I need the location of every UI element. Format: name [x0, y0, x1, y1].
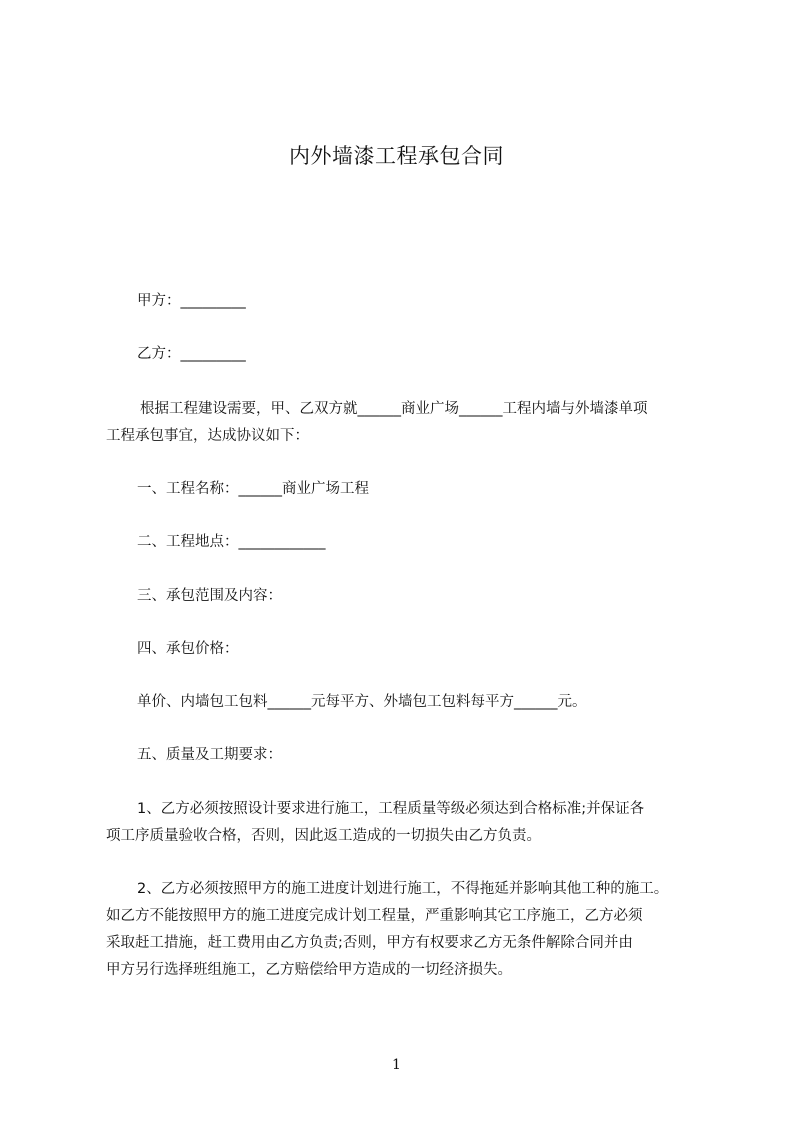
clause-2-line-1: 2、乙方必须按照甲方的施工进度计划进行施工，不得拖延并影响其他工种的施工。: [137, 881, 669, 897]
section-contract-price: 四、承包价格：: [137, 641, 239, 657]
party-b-line: 乙方：_________: [137, 346, 246, 362]
section-project-location: 二、工程地点：____________: [137, 534, 326, 550]
clause-2-line-4: 甲方另行选择班组施工，乙方赔偿给甲方造成的一切经济损失。: [106, 962, 512, 978]
clause-1-line-1: 1、乙方必须按照设计要求进行施工，工程质量等级必须达到合格标准;并保证各: [137, 801, 645, 817]
page-number: 1: [392, 1057, 401, 1073]
unit-price-line: 单价、内墙包工包料______元每平方、外墙包工包料每平方______元。: [137, 694, 587, 710]
section-project-name: 一、工程名称：______商业广场工程: [137, 481, 369, 497]
party-a-line: 甲方：_________: [137, 293, 246, 309]
clause-1-line-2: 项工序质量验收合格，否则，因此返工造成的一切损失由乙方负责。: [106, 828, 541, 844]
clause-2-line-3: 采取赶工措施，赶工费用由乙方负责;否则，甲方有权要求乙方无条件解除合同并由: [106, 935, 633, 951]
section-quality-schedule: 五、质量及工期要求：: [137, 747, 282, 763]
document-title: 内外墙漆工程承包合同: [289, 144, 504, 168]
intro-paragraph-line-1: 根据工程建设需要，甲、乙双方就______商业广场______工程内墙与外墙漆单项: [140, 401, 648, 417]
section-contract-scope: 三、承包范围及内容：: [137, 588, 282, 604]
clause-2-line-2: 如乙方不能按照甲方的施工进度完成计划工程量，严重影响其它工序施工，乙方必须: [106, 908, 643, 924]
intro-paragraph-line-2: 工程承包事宜，达成协议如下：: [106, 428, 309, 444]
